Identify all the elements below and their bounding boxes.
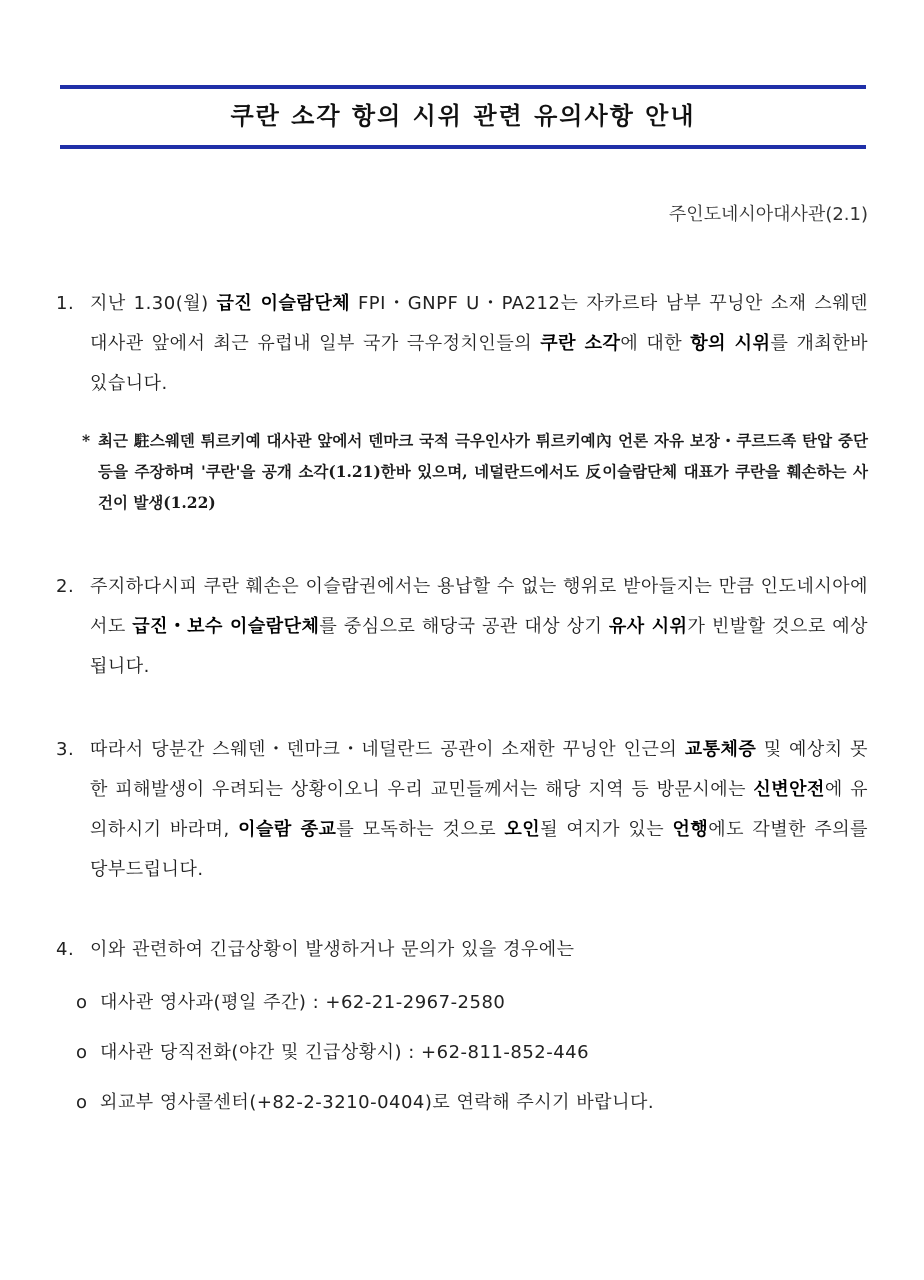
- title-top-rule: [60, 85, 866, 89]
- bullet-marker: o: [76, 1092, 88, 1113]
- contact-item: [76, 988, 505, 1014]
- bullet-marker: o: [76, 1042, 88, 1063]
- text-run: 될 여지가 있는: [540, 819, 673, 840]
- bold-text: 교통체증: [684, 739, 757, 760]
- text-run: 및 예상치 못한 피해발생이 우려되는 상황이오니 우리 교민들께서는 해당 지역 등 방문시에는: [90, 739, 868, 800]
- text-run: 따라서 당분간 스웨덴・덴마크・네덜란드 공관이 소재한 꾸닝안 인근의: [90, 739, 685, 760]
- paragraph-text: [90, 730, 868, 890]
- paragraph-number: 1.: [56, 293, 75, 314]
- text-run: 를 중심으로 해당국 공관 대상 상기: [319, 616, 609, 637]
- text-run: 지난 1.30(월): [90, 293, 217, 314]
- bold-text: 유사 시위: [608, 616, 688, 637]
- text-run: 를 개최한바 있습니다.: [90, 333, 869, 394]
- bold-text: 신변안전: [753, 779, 825, 800]
- bold-text: 급진 이슬람단체: [216, 293, 351, 314]
- paragraph-3: [56, 730, 868, 890]
- bold-text: 급진・보수 이슬람단체: [132, 616, 320, 637]
- bullet-marker: o: [76, 992, 88, 1013]
- contact-item: [76, 1038, 589, 1064]
- footnote-text: 최근 駐스웨덴 튀르키예 대사관 앞에서 덴마크 국적 극우인사가 튀르키예內 언론 자유 보장・쿠르드족 탄압 중단 등을 주장하며 '쿠란'을 공개 소각(1.21)한바 있으며, 네덜란드에서도 反이슬람단체 대표가 쿠란을 훼손하는 사건이 발생(1.22): [98, 431, 868, 512]
- contact-text: 대사관 당직전화(야간 및 긴급상황시) : +62-811-852-446: [100, 1042, 590, 1063]
- text-run: 주지하다시피 쿠란 훼손은 이슬람권에서는 용납할 수 없는 행위로 받아들지는 만큼 인도네시아에서도: [90, 576, 868, 637]
- paragraph-text: [90, 284, 868, 404]
- text-run: 를 모독하는 것으로: [336, 819, 505, 840]
- paragraph-2: [56, 567, 868, 687]
- bold-text: 쿠란 소각: [540, 333, 621, 354]
- paragraph-4: [56, 930, 868, 970]
- text-run: 에 대한: [620, 333, 691, 354]
- paragraph-text: 이와 관련하여 긴급상황이 발생하거나 문의가 있을 경우에는: [90, 939, 575, 960]
- title-bottom-rule: [60, 145, 866, 149]
- bold-text: 언행: [672, 819, 709, 840]
- text-run: 에도 각별한 주의를 당부드립니다.: [90, 819, 868, 880]
- page-title: 쿠란 소각 항의 시위 관련 유의사항 안내: [230, 102, 696, 130]
- contact-item: [76, 1088, 654, 1114]
- paragraph-number: 2.: [56, 576, 75, 597]
- bold-text: 이슬람 종교: [238, 819, 337, 840]
- paragraph-1: [56, 284, 868, 404]
- contact-text: 외교부 영사콜센터(+82-2-3210-0404)로 연락해 주시기 바랍니다.: [100, 1092, 655, 1113]
- paragraph-number: 3.: [56, 739, 75, 760]
- contact-text: 대사관 영사과(평일 주간) : +62-21-2967-2580: [100, 992, 506, 1013]
- footnote-marker: *: [82, 431, 91, 450]
- bold-text: 오인: [504, 819, 541, 840]
- paragraph-text: [90, 567, 868, 687]
- text-run: FPI・GNPF U・PA212는 자카르타 남부 꾸닝안 소재 스웨덴 대사관 앞에서 최근 유럽내 일부 국가 극우정치인들의: [90, 293, 868, 354]
- paragraph-number: 4.: [56, 939, 75, 960]
- sender-line: 주인도네시아대사관(2.1): [668, 204, 868, 225]
- footnote: [82, 425, 868, 518]
- text-run: 에 유의하시기 바라며,: [90, 779, 868, 840]
- bold-text: 항의 시위: [690, 333, 771, 354]
- text-run: 가 빈발할 것으로 예상됩니다.: [90, 616, 869, 677]
